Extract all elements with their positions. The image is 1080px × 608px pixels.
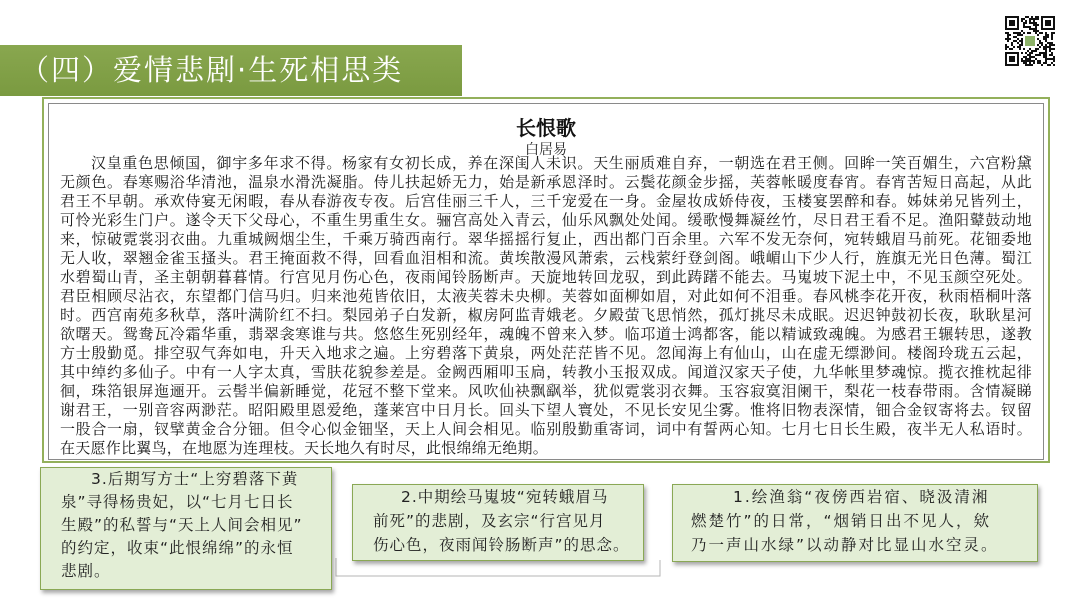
qr-code-icon [1005, 16, 1055, 66]
section-title: （四）爱情悲剧·生死相思类 [20, 53, 404, 87]
note-line: 伤心色，夜雨闻铃肠断声”的思念。 [373, 536, 630, 554]
poem-line: 方士殷勤觅。排空驭气奔如电，升天入地求之遍。上穷碧落下黄泉，两处茫茫皆不见。忽闻海上有仙山，山在虚无缥渺间。楼阁玲珑五云起， [60, 344, 1032, 362]
poem-line: 君臣相顾尽沾衣，东望都门信马归。归来池苑皆依旧，太液芙蓉未央柳。芙蓉如面柳如眉，对此如何不泪垂。春风桃李花开夜，秋雨梧桐叶落 [60, 287, 1032, 305]
note-card-1 [672, 484, 1038, 562]
note-card-2 [352, 484, 644, 561]
poem-body [60, 154, 1032, 458]
poem-line: 徊，珠箔银屏迤逦开。云髻半偏新睡觉，花冠不整下堂来。风吹仙袂飘飖举，犹似霓裳羽衣舞。玉容寂寞泪阑干，梨花一枝春带雨。含情凝睇 [60, 382, 1032, 400]
poem-title: 长恨歌 [516, 116, 576, 140]
note-line: 生殿”的私誓与“天上人间会相见” [61, 516, 303, 534]
note-line: 悲剧。 [61, 562, 111, 580]
poem-line: 来，惊破霓裳羽衣曲。九重城阙烟尘生，千乘万骑西南行。翠华摇摇行复止，西出都门百余里。六军不发无奈何，宛转蛾眉马前死。花钿委地 [60, 230, 1032, 248]
poem-line: 无人收，翠翘金雀玉搔头。君王掩面救不得，回看血泪相和流。黄埃散漫风萧索，云栈萦纡登剑阁。峨嵋山下少人行，旌旗无光日色薄。蜀江 [60, 249, 1032, 267]
poem-line: 欲曙天。鸳鸯瓦冷霜华重，翡翠衾寒谁与共。悠悠生死别经年，魂魄不曾来入梦。临邛道士鸿都客，能以精诚致魂魄。为感君王辗转思，遂教 [60, 325, 1032, 343]
poem-line: 时。西宫南苑多秋草，落叶满阶红不扫。梨园弟子白发新，椒房阿监青娥老。夕殿萤飞思悄然，孤灯挑尽未成眠。迟迟钟鼓初长夜，耿耿星河 [60, 306, 1032, 324]
note-line: 燃楚竹”的日常，“烟销日出不见人，欸 [691, 512, 992, 530]
note-line: 1.绘渔翁“夜傍西岩宿、晓汲清湘 [733, 488, 990, 506]
note-line: 的约定，收束“此恨绵绵”的永恒 [61, 539, 294, 557]
poem-line: 一股合一扇，钗擘黄金合分钿。但令心似金钿坚，天上人间会相见。临别殷勤重寄词，词中有誓两心知。七月七日长生殿，夜半无人私语时。 [60, 420, 1032, 438]
note-line: 乃一声山水绿”以动静对比显山水空灵。 [691, 536, 999, 554]
poem-author: 白居易 [525, 142, 567, 158]
note-line: 2.中期绘马嵬坡“宛转蛾眉马 [401, 488, 609, 506]
poem-line: 水碧蜀山青，圣主朝朝暮暮情。行宫见月伤心色，夜雨闻铃肠断声。天旋地转回龙驭，到此踌躇不能去。马嵬坡下泥土中，不见玉颜空死处。 [60, 268, 1032, 286]
section-header-bar [0, 45, 462, 96]
note-line: 3.后期写方士“上穷碧落下黄 [91, 470, 299, 488]
poem-line: 无颜色。春寒赐浴华清池，温泉水滑洗凝脂。侍儿扶起娇无力，始是新承恩泽时。云鬓花颜金步摇，芙蓉帐暖度春宵。春宵苦短日高起，从此 [60, 173, 1032, 191]
note-card-3 [40, 467, 332, 590]
poem-line: 谢君王，一别音容两渺茫。昭阳殿里恩爱绝，蓬莱宫中日月长。回头下望人寰处，不见长安见尘雾。惟将旧物表深情，钿合金钗寄将去。钗留 [60, 401, 1032, 419]
poem-line: 其中绰约多仙子。中有一人字太真，雪肤花貌参差是。金阙西厢叩玉扃，转教小玉报双成。闻道汉家天子使，九华帐里梦魂惊。揽衣推枕起徘 [60, 363, 1032, 381]
poem-line: 可怜光彩生门户。遂令天下父母心，不重生男重生女。骊宫高处入青云，仙乐风飘处处闻。缓歌慢舞凝丝竹，尽日君王看不足。渔阳鼙鼓动地 [60, 211, 1032, 229]
note-line: 前死”的悲剧，及玄宗“行宫见月 [373, 512, 606, 530]
poem-line: 君王不早朝。承欢侍宴无闲暇，春从春游夜专夜。后宫佳丽三千人，三千宠爱在一身。金屋妆成娇侍夜，玉楼宴罢醉和春。姊妹弟兄皆列土， [60, 192, 1032, 210]
note-line: 泉”寻得杨贵妃，以“七月七日长 [61, 493, 294, 511]
poem-line: 汉皇重色思倾国，御宇多年求不得。杨家有女初长成，养在深闺人未识。天生丽质难自弃，一朝选在君王侧。回眸一笑百媚生，六宫粉黛 [91, 154, 1032, 172]
poem-line: 在天愿作比翼鸟，在地愿为连理枝。天长地久有时尽，此恨绵绵无绝期。 [60, 439, 549, 457]
